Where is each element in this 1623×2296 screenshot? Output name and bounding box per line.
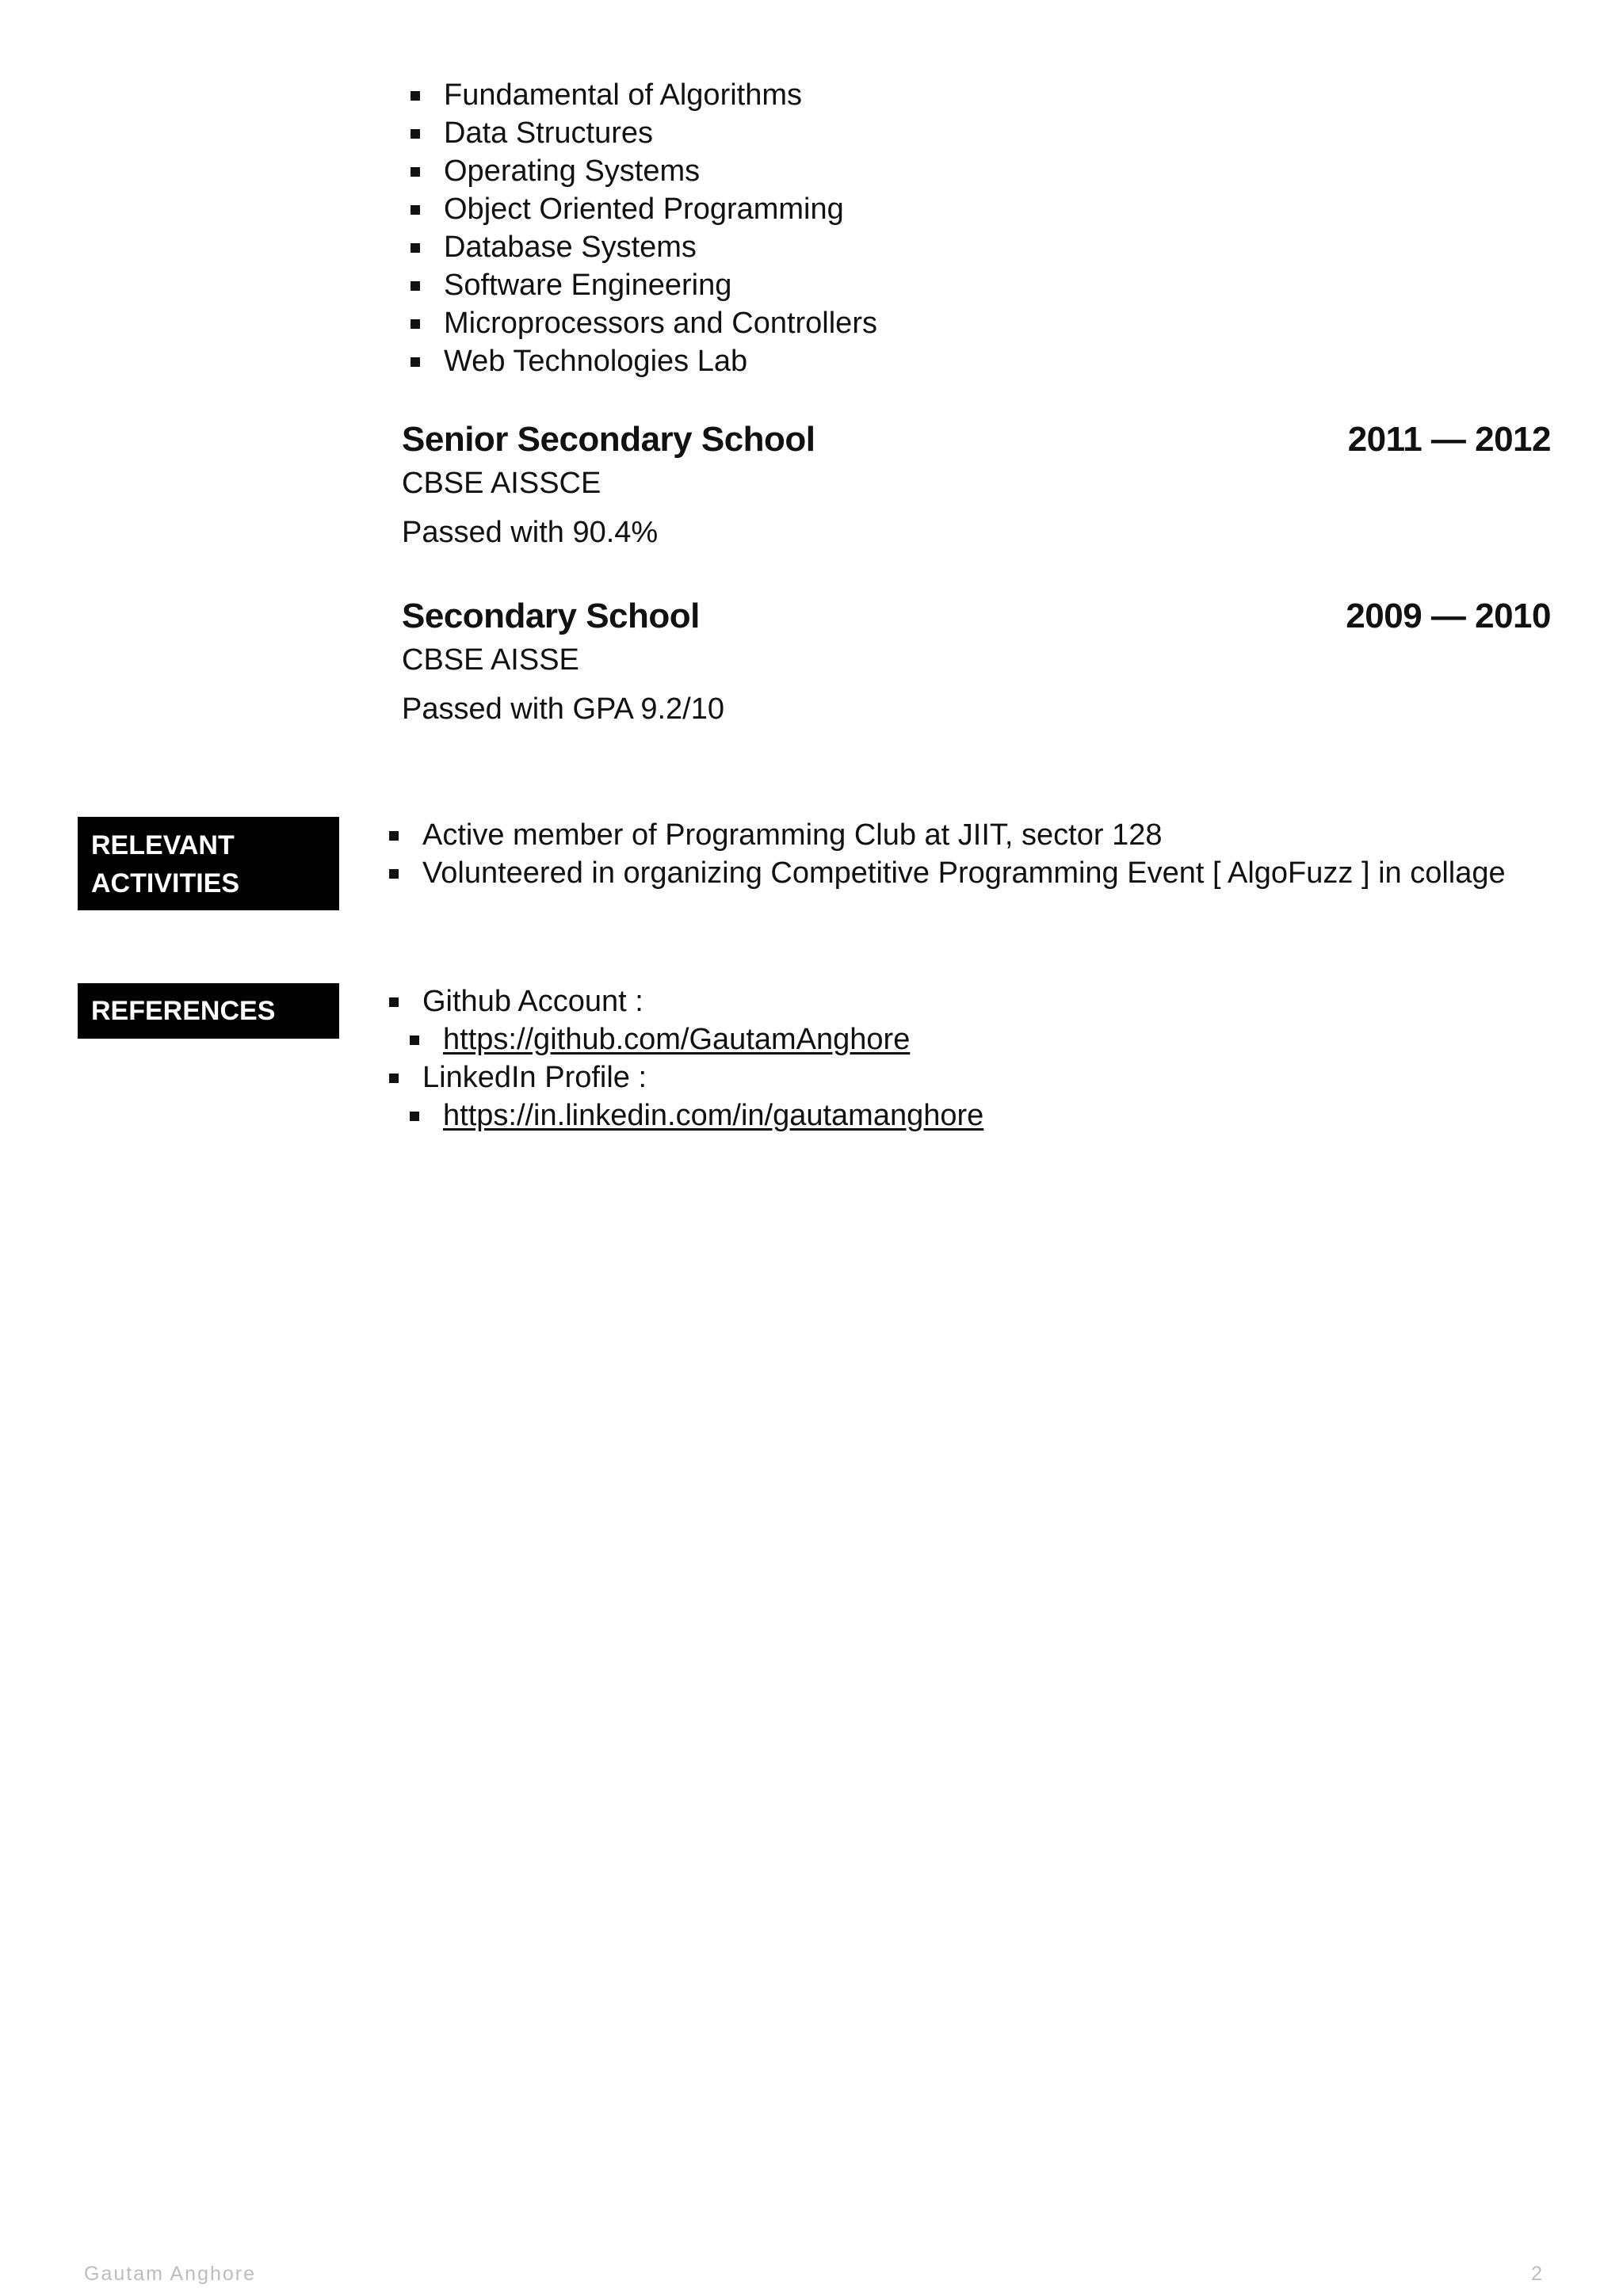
course-item: Fundamental of Algorithms — [444, 76, 877, 114]
references-list — [422, 982, 983, 1135]
education-years: 2011 — 2012 — [1347, 420, 1551, 459]
activity-item: Volunteered in organizing Competitive Programming Event [ AlgoFuzz ] in collage — [422, 854, 1506, 892]
education-entry-secondary — [402, 597, 1551, 728]
section-label-line: REFERENCES — [91, 996, 276, 1026]
reference-link-item — [422, 1020, 983, 1058]
section-label-line: RELEVANT — [91, 830, 235, 860]
section-label-line: ACTIVITIES — [91, 868, 240, 898]
section-label-relevant-activities — [78, 817, 339, 910]
course-item: Database Systems — [444, 228, 877, 266]
course-list — [444, 76, 877, 380]
course-item: Data Structures — [444, 114, 877, 152]
education-entry-senior-secondary — [402, 420, 1551, 551]
course-item: Object Oriented Programming — [444, 190, 877, 228]
course-item: Microprocessors and Controllers — [444, 304, 877, 342]
linkedin-link[interactable]: https://in.linkedin.com/in/gautamanghore — [443, 1099, 984, 1132]
course-item: Web Technologies Lab — [444, 342, 877, 380]
education-result: Passed with 90.4% — [402, 516, 659, 549]
education-result: Passed with GPA 9.2/10 — [402, 692, 724, 726]
activities-list — [422, 816, 1506, 892]
education-years: 2009 — 2010 — [1346, 597, 1551, 635]
reference-label-linkedin: LinkedIn Profile : — [422, 1058, 983, 1097]
reference-link-item — [422, 1097, 983, 1135]
education-title: Senior Secondary School — [402, 420, 815, 459]
education-board: CBSE AISSCE — [402, 467, 601, 500]
course-item: Software Engineering — [444, 266, 877, 304]
activity-item: Active member of Programming Club at JIIT, sector 128 — [422, 816, 1506, 854]
education-board: CBSE AISSE — [402, 643, 579, 677]
course-item: Operating Systems — [444, 152, 877, 190]
reference-label-github: Github Account : — [422, 982, 983, 1020]
footer-author-name: Gautam Anghore — [84, 2263, 257, 2285]
footer-page-number: 2 — [1531, 2263, 1542, 2285]
github-link[interactable]: https://github.com/GautamAnghore — [443, 1023, 911, 1056]
section-label-references — [78, 983, 339, 1039]
education-title: Secondary School — [402, 597, 700, 635]
